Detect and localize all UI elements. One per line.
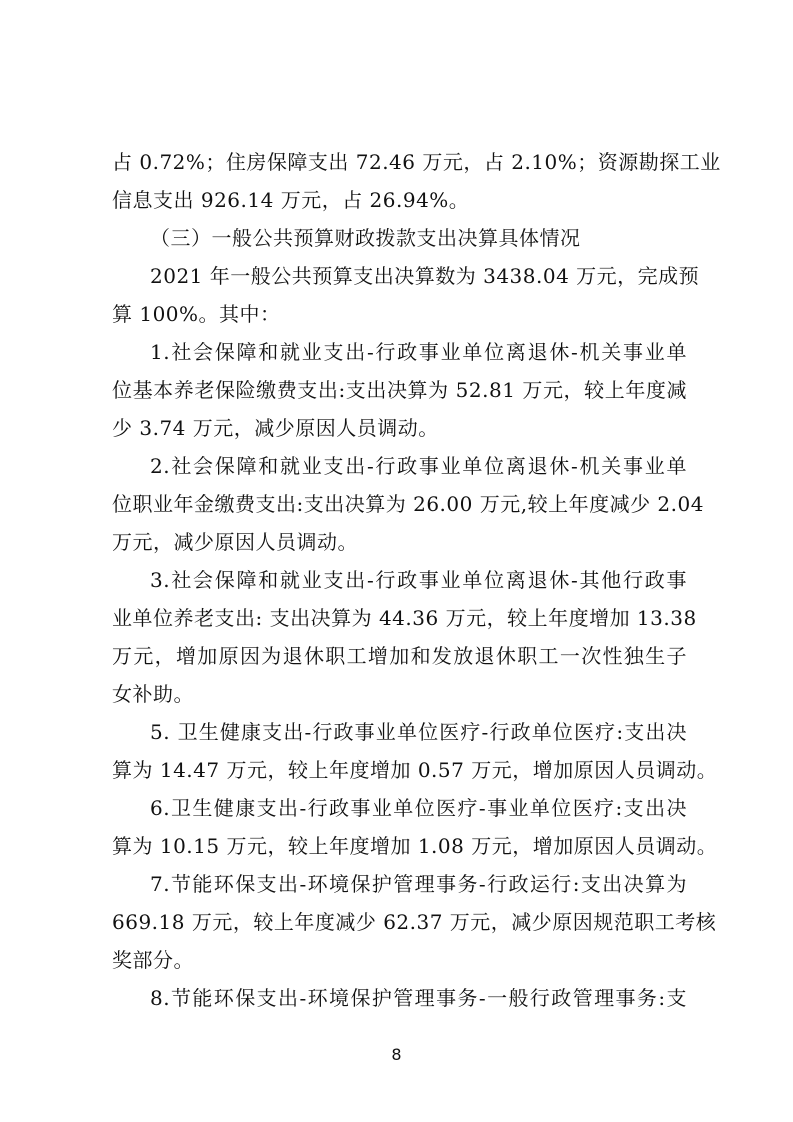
text-line: 位基本养老保险缴费支出:支出决算为 52.81 万元，较上年度减 xyxy=(112,378,687,402)
text-line: 5. 卫生健康支出-行政事业单位医疗-行政单位医疗:支出决 xyxy=(150,720,687,744)
section-heading: （三）一般公共预算财政拨款支出决算具体情况 xyxy=(150,226,581,250)
text-line: 算为 14.47 万元，较上年度增加 0.57 万元，增加原因人员调动。 xyxy=(112,758,718,782)
text-line: 7.节能环保支出-环境保护管理事务-行政运行:支出决算为 xyxy=(150,872,687,896)
text-line: 万元，增加原因为退休职工增加和发放退休职工一次性独生子 xyxy=(112,644,687,668)
text-line: 8.节能环保支出-环境保护管理事务-一般行政管理事务:支 xyxy=(150,986,687,1010)
text-line: 6.卫生健康支出-行政事业单位医疗-事业单位医疗:支出决 xyxy=(150,796,687,820)
text-line: 万元，减少原因人员调动。 xyxy=(112,530,358,554)
text-line: 2021 年一般公共预算支出决算数为 3438.04 万元，完成预 xyxy=(150,264,700,288)
text-line: 女补助。 xyxy=(112,682,194,706)
text-line: 669.18 万元，较上年度减少 62.37 万元，减少原因规范职工考核 xyxy=(112,910,717,934)
text-line: 2.社会保障和就业支出-行政事业单位离退休-机关事业单 xyxy=(150,454,687,478)
text-line: 少 3.74 万元，减少原因人员调动。 xyxy=(112,416,439,440)
page-number: 8 xyxy=(391,1045,402,1064)
text-line: 1.社会保障和就业支出-行政事业单位离退休-机关事业单 xyxy=(150,340,687,364)
text-line: 3.社会保障和就业支出-行政事业单位离退休-其他行政事 xyxy=(150,568,687,592)
text-line: 算为 10.15 万元，较上年度增加 1.08 万元，增加原因人员调动。 xyxy=(112,834,718,858)
text-line: 信息支出 926.14 万元，占 26.94%。 xyxy=(112,188,470,212)
text-line: 算 100%。其中： xyxy=(112,302,281,326)
text-line: 位职业年金缴费支出:支出决算为 26.00 万元,较上年度减少 2.04 xyxy=(112,492,704,516)
text-line: 业单位养老支出: 支出决算为 44.36 万元，较上年度增加 13.38 xyxy=(112,606,697,630)
text-line: 奖部分。 xyxy=(112,948,194,972)
text-line: 占 0.72%；住房保障支出 72.46 万元，占 2.10%；资源勘探工业 xyxy=(112,150,721,174)
